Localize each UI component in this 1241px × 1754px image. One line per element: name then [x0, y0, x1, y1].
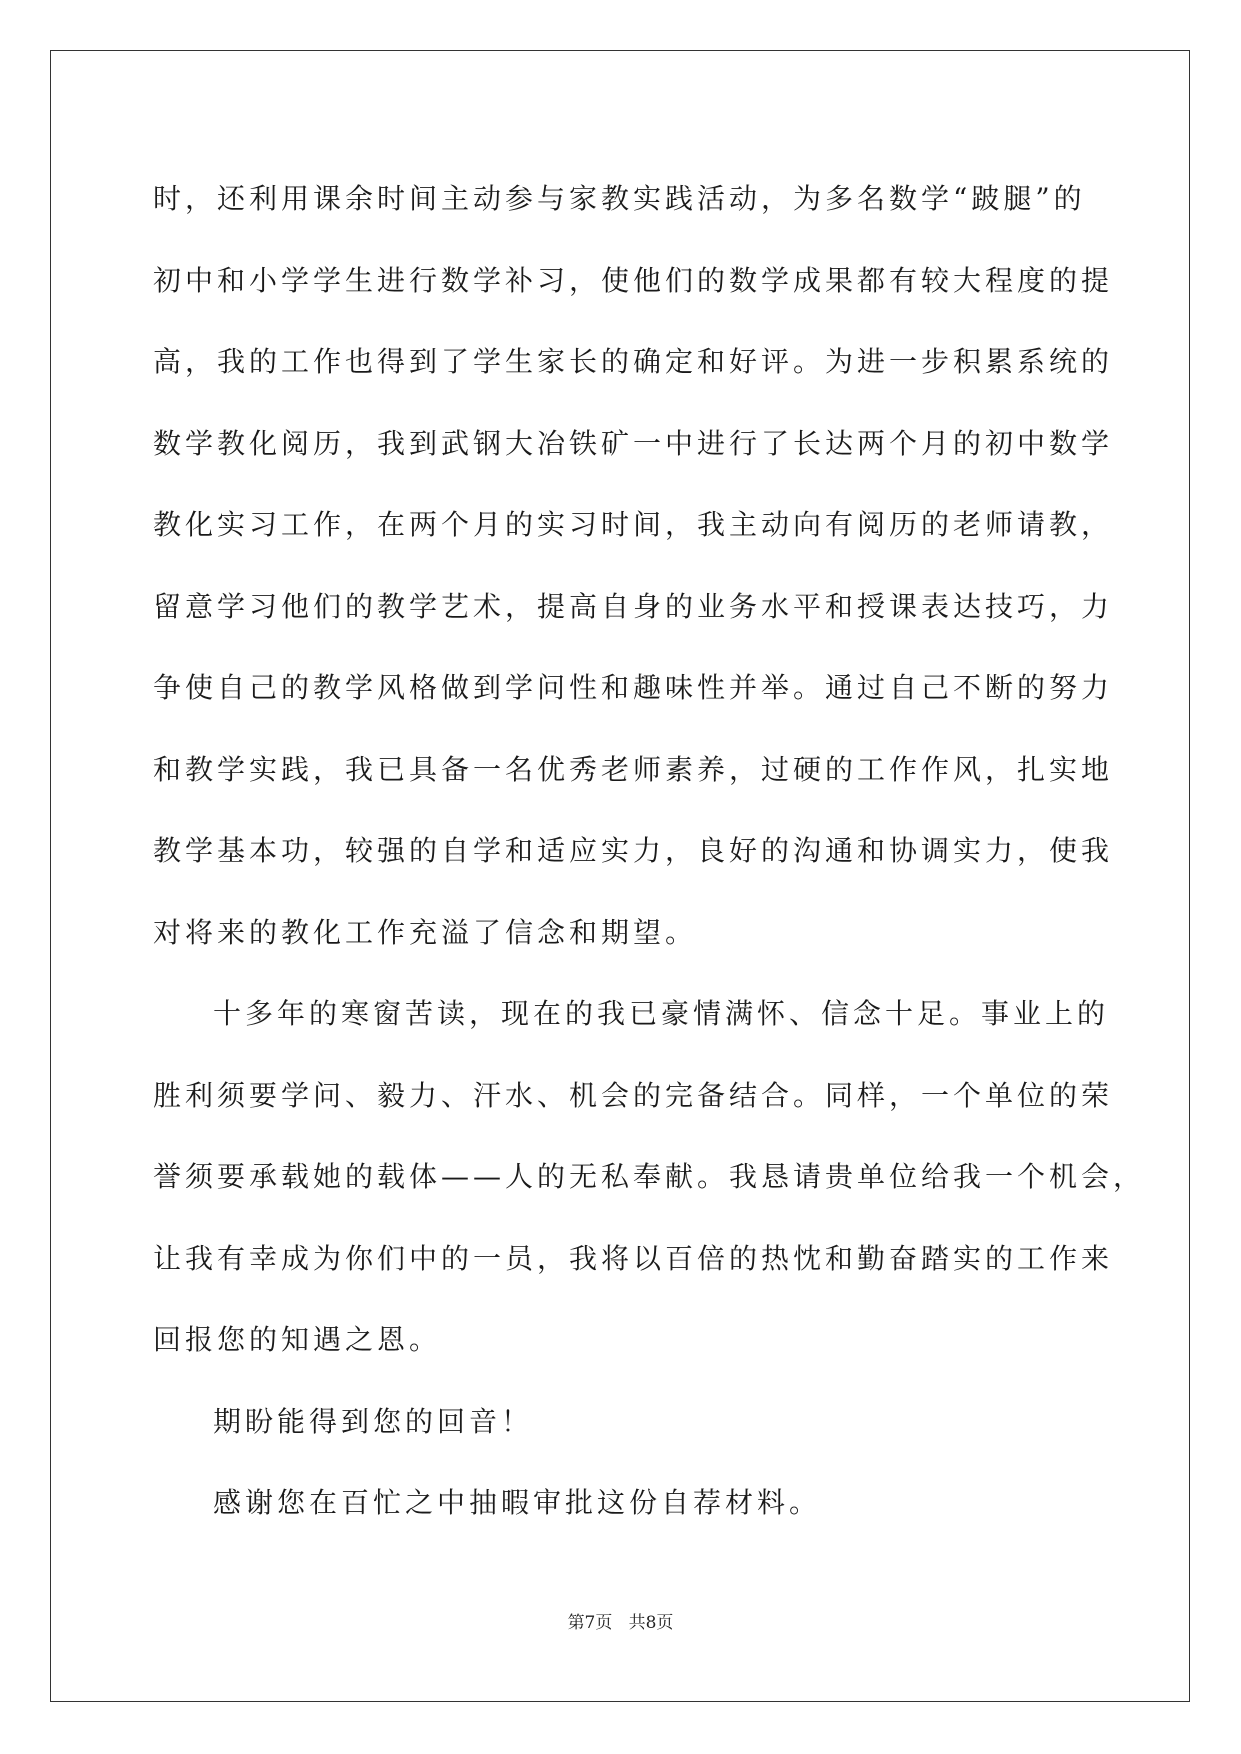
body-line: 胜利须要学问、毅力、汗水、机会的完备结合。同样，一个单位的荣: [153, 1078, 1114, 1112]
closing-line: 感谢您在百忙之中抽暇审批这份自荐材料。: [213, 1486, 822, 1519]
page-number: 第7页: [567, 1613, 613, 1633]
body-line: 回报您的知遇之恩。: [153, 1323, 442, 1356]
body-line: 对将来的教化工作充溢了信念和期望。: [153, 915, 698, 949]
document-body: [153, 158, 1146, 1544]
body-line: 让我有幸成为你们中的一员，我将以百倍的热忱和勤奋踏实的工作来: [153, 1241, 1114, 1275]
page-total: 共8页: [628, 1613, 674, 1633]
closing-line: 期盼能得到您的回音！: [213, 1404, 534, 1438]
body-line: 教化实习工作，在两个月的实习时间，我主动向有阅历的老师请教，: [153, 508, 1114, 541]
page-footer: [0, 1608, 1241, 1633]
paragraph-start-line: 十多年的寒窗苦读，现在的我已豪情满怀、信念十足。事业上的: [213, 997, 1110, 1030]
body-line: 留意学习他们的教学艺术，提高自身的业务水平和授课表达技巧，力: [153, 589, 1114, 623]
body-line: 争使自己的教学风格做到学问性和趣味性并举。通过自己不断的努力: [153, 671, 1114, 704]
body-line: 高，我的工作也得到了学生家长的确定和好评。为进一步积累系统的: [153, 345, 1114, 378]
body-line: 教学基本功，较强的自学和适应实力，良好的沟通和协调实力，使我: [153, 834, 1114, 867]
body-line: 数学教化阅历，我到武钢大冶铁矿一中进行了长达两个月的初中数学: [153, 426, 1114, 460]
body-line: 誉须要承载她的载体——人的无私奉献。我恳请贵单位给我一个机会，: [153, 1160, 1146, 1193]
body-line: 时，还利用课余时间主动参与家教实践活动，为多名数学“跛腿”的: [153, 182, 1086, 215]
body-line: 初中和小学学生进行数学补习，使他们的数学成果都有较大程度的提: [153, 263, 1114, 297]
body-line: 和教学实践，我已具备一名优秀老师素养，过硬的工作作风，扎实地: [153, 752, 1114, 786]
